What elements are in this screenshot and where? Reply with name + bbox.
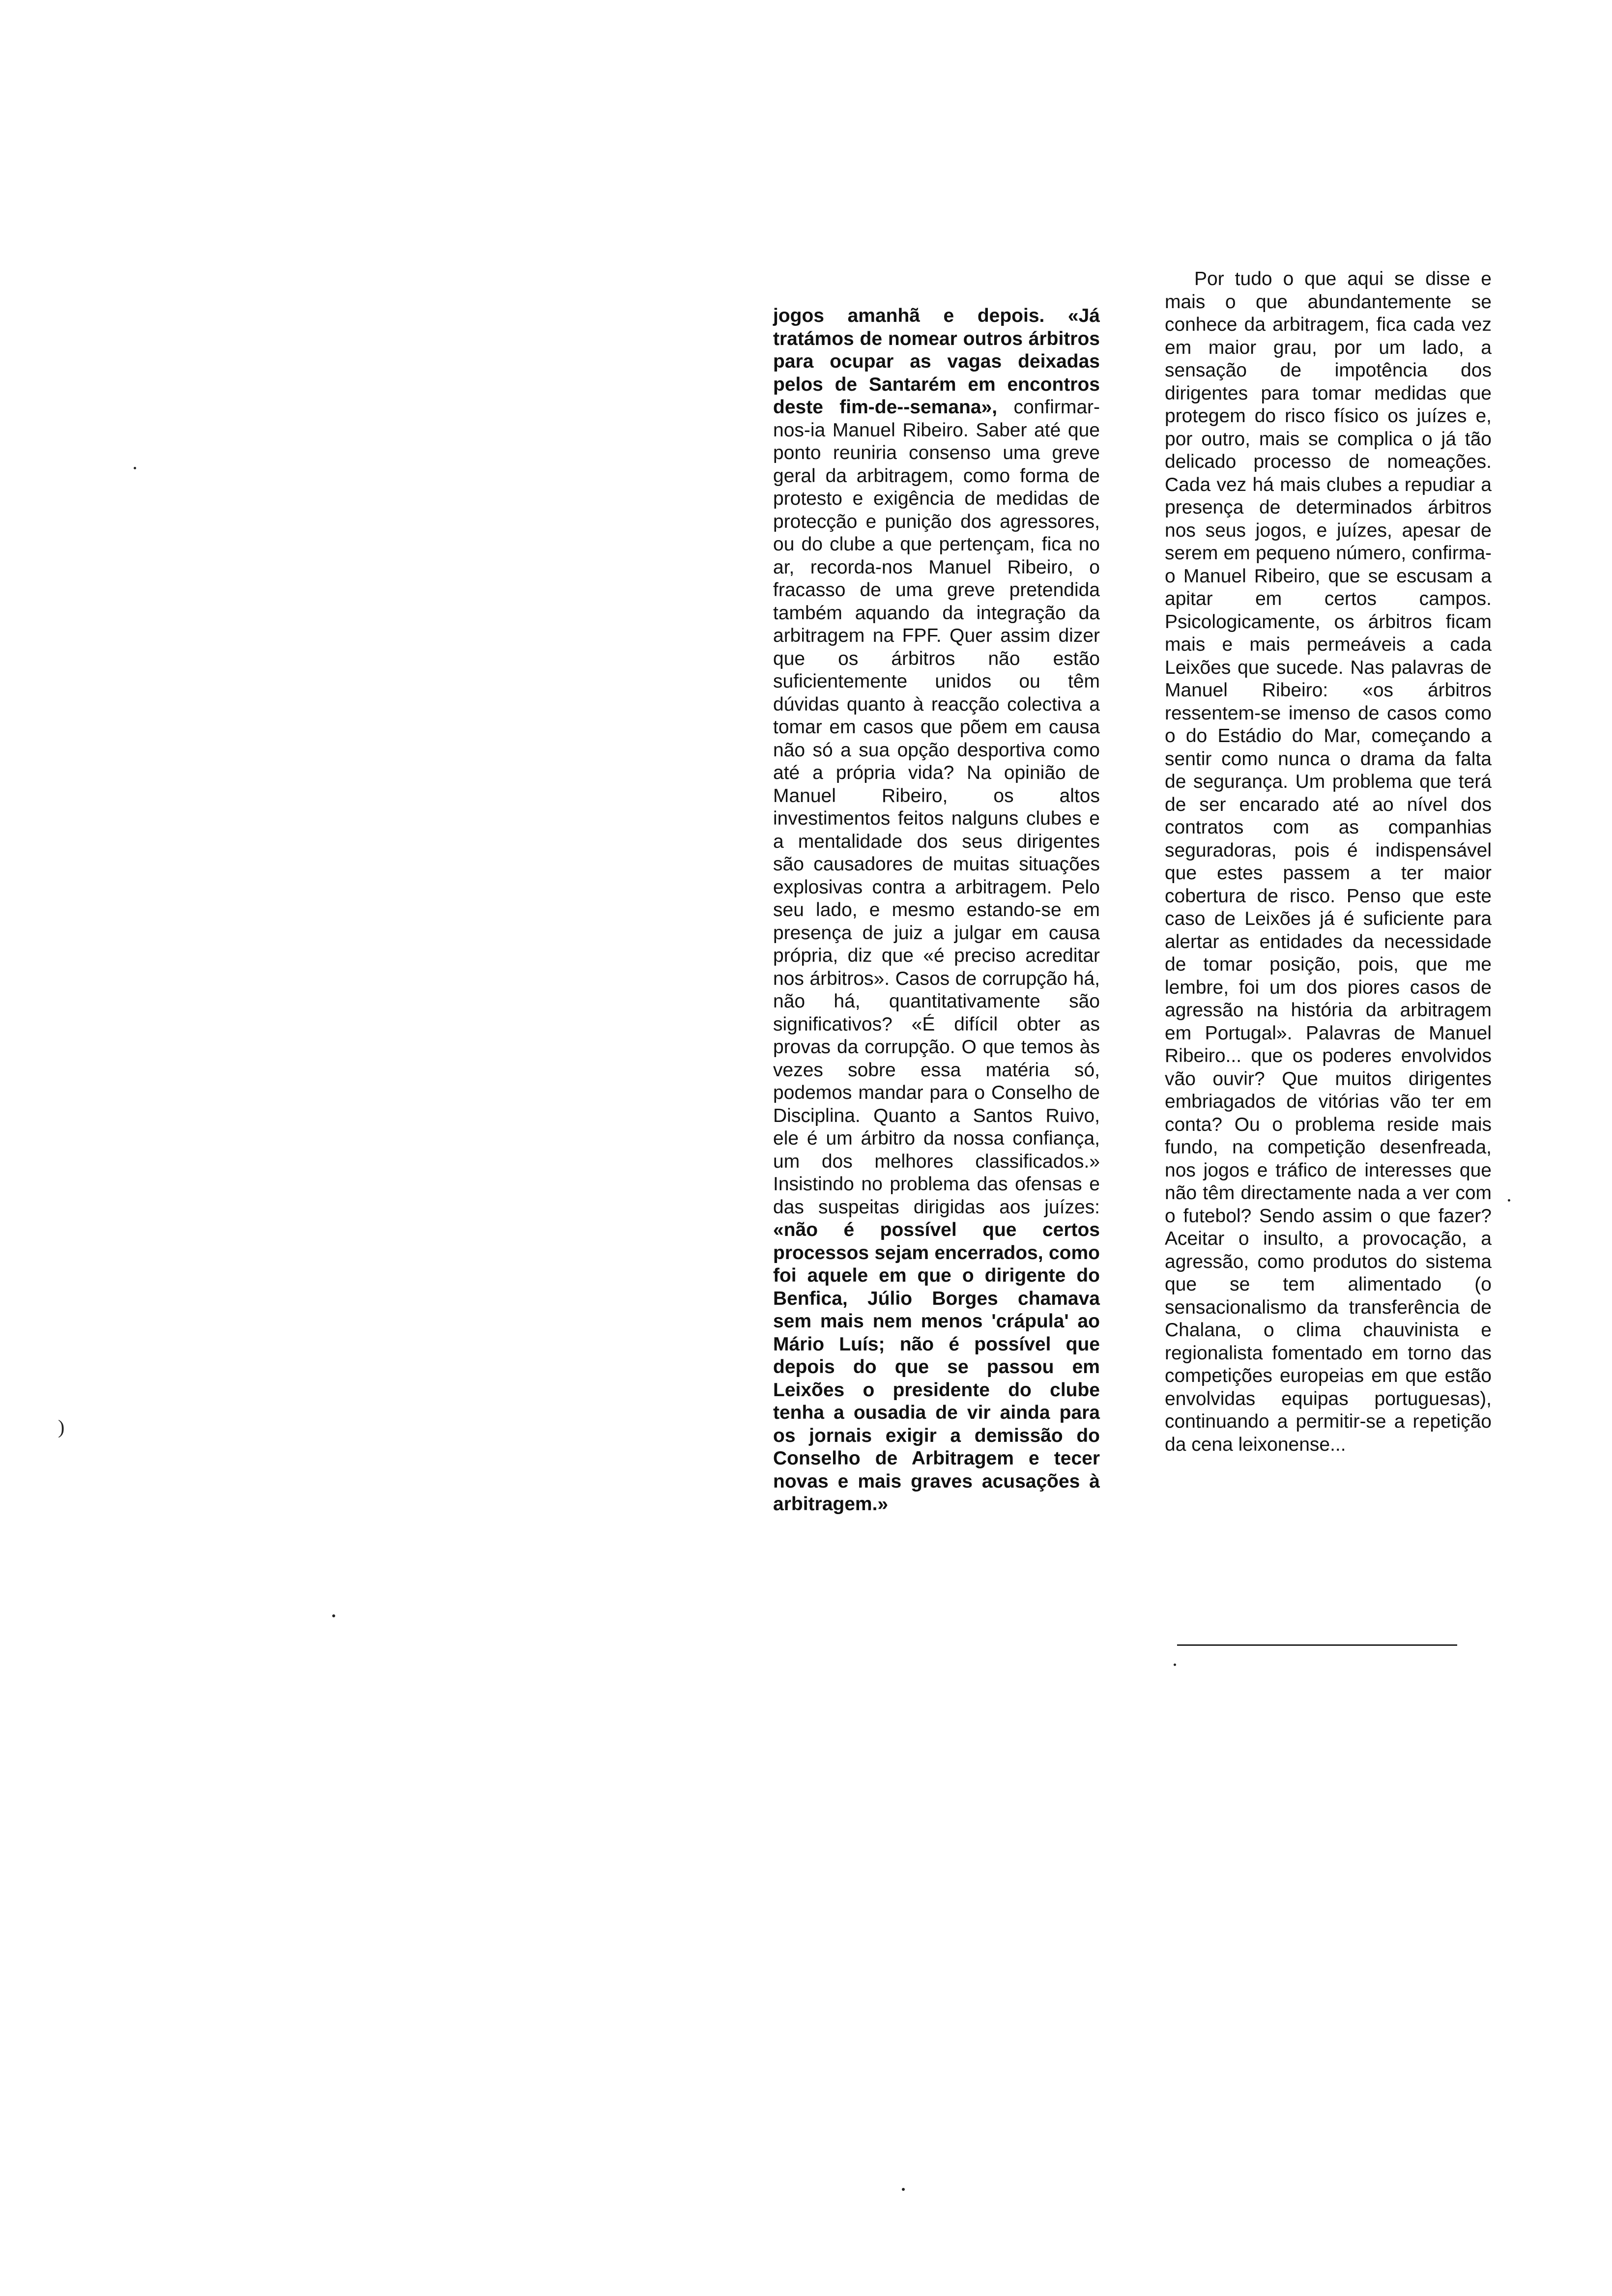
right-column-paragraph: Por tudo o que aqui se disse e mais o que abundantemente se conhece da arbitragem, fica cada vez em maior grau, por um lado, a sensação de impotência dos dirigentes para tomar medidas que protegem do risco físico os juízes e, por outro, mais se complica o já tão delicado processo de nomeações. Cada vez há mais clubes a repudiar a presença de determinados árbitros nos seus jogos, e juízes, apesar de serem em pequeno número, confirma-o Manuel Ribeiro, que se escusam a apitar em certos campos. Psicologicamente, os árbitros ficam mais e mais permeáveis a cada Leixões que sucede. Nas palavras de Manuel Ribeiro: «os árbitros ressentem-se imenso de casos como o do Estádio do Mar, começando a sentir como nunca o drama da falta de segurança. Um problema que terá de ser encarado até ao nível dos contratos com as companhias seguradoras, pois é indispensável que estes passem a ter maior cobertura de risco. Penso que este caso de Leixões já é suficiente para alertar as entidades da necessidade de tomar posição, pois, que me lembre, foi um dos piores casos de agressão na história da arbitragem em Portugal». Palavras de Manuel Ribeiro... que os poderes envolvidos vão ouvir? Que muitos dirigentes embriagados de vitórias vão ter em conta? Ou o problema reside mais fundo, na competição desenfreada, nos jogos e tráfico de interesses que não têm directamente nada a ver com o futebol? Sendo assim o que fazer? Aceitar o insulto, a provocação, a agressão, como produtos do sistema que se tem alimentado (o sensacionalismo da transferência de Chalana, o clima chauvinista e regionalista fomentado em torno das competições europeias em que estão envolvidas equipas portuguesas), continuando a permitir-se a repetição da cena leixonense... <box>1165 268 1492 1455</box>
left-column-paragraph <box>773 305 1100 1516</box>
left-column-bold-lead: jogos amanhã e depois. «Já tratámos de nomear outros árbitros para ocupar as vagas deixadas pelos de Santarém em encontros deste fim-de--semana», <box>773 305 1100 418</box>
margin-bracket-mark: ) <box>58 1416 65 1438</box>
scan-speck <box>134 467 136 469</box>
left-column-body: confirmar-nos-ia Manuel Ribeiro. Saber até que ponto reuniria consenso uma greve geral da arbitragem, como forma de protesto e exigência de medidas de protecção e punição dos agressores, ou do clube a que pertençam, fica no ar, recorda-nos Manuel Ribeiro, o fracasso de uma greve pretendida também aquando da integração da arbitragem na FPF. Quer assim dizer que os árbitros não estão suficientemente unidos ou têm dúvidas quanto à reacção colectiva a tomar em casos que põem em causa não só a sua opção desportiva como até a própria vida? Na opinião de Manuel Ribeiro, os altos investimentos feitos nalguns clubes e a mentalidade dos seus dirigentes são causadores de muitas situações explosivas contra a arbitragem. Pelo seu lado, e mesmo estando-se em presença de juiz a julgar em causa própria, diz que «é preciso acreditar nos árbitros». Casos de corrupção há, não há, quantitativamente são significativos? «É difícil obter as provas da corrupção. O que temos às vezes sobre essa matéria só, podemos mandar para o Conselho de Disciplina. Quanto a Santos Ruivo, ele é um árbitro da nossa confiança, um dos melhores classificados.» Insistindo no problema das ofensas e das suspeitas dirigidas aos juízes: <box>773 397 1100 1218</box>
left-column-bold-quote: «não é possível que certos processos sejam encerrados, como foi aquele em que o dirigente do Benfica, Júlio Borges chamava sem mais nem menos 'crápula' ao Mário Luís; não é possível que depois do que se passou em Leixões o presidente do clube tenha a ousadia de vir ainda para os jornais exigir a demissão do Conselho de Arbitragem e tecer novas e mais graves acusações à arbitragem.» <box>773 1219 1100 1515</box>
column-end-rule <box>1177 1644 1457 1646</box>
scan-speck <box>902 2188 905 2191</box>
scan-speck <box>1508 1199 1510 1202</box>
scan-speck <box>1174 1664 1176 1666</box>
scan-speck <box>332 1614 335 1617</box>
article-column-right <box>1165 268 1492 1456</box>
article-column-left <box>773 305 1100 1516</box>
